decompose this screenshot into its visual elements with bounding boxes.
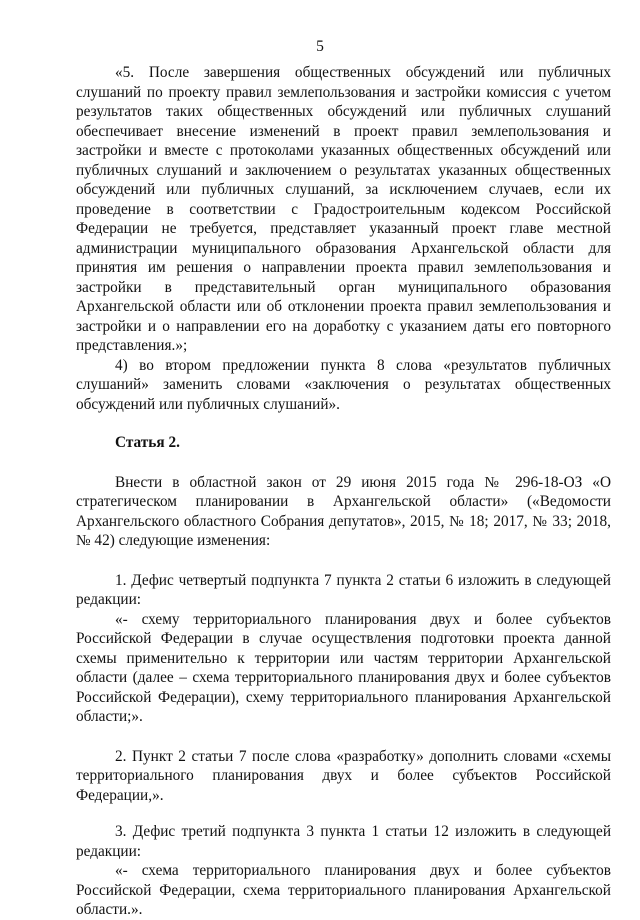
paragraph-change-1-text: «- схему территориального планирования двух и более субъектов Российской Федерации в случае осуществления подготовки проекта данной схемы применительно к территории или частям территории Архангельской области (далее – схема территориального планирования двух и более субъектов Российской Федерации), схему территориального планирования Архангельской области;». [76,610,611,725]
paragraph-article-5-text: «5. После завершения общественных обсуждений или публичных слушаний по проекту правил землепользования и застройки комиссия с учетом результатов таких общественных обсуждений или публичных слушаний обеспечивает внесение изменений в проект правил землепользования и застройки и вместе с протоколами указанных общественных обсуждений или публичных слушаний и заключением о результатах указанных общественных обсуждений или публичных слушаний, за исключением случаев, если их проведение в соответствии с Градостроительным кодексом Российской Федерации не требуется, представляет указанный проект главе местной администрации муниципального образования Архангельской области для принятия им решения о направлении проекта правил землепользования и застройки в представительный орган муниципального образования Архангельской области или об отклонении проекта правил землепользования и застройки и о направлении его на доработку с указанием даты его повторного представления.»; [76,64,611,354]
spacer [76,727,611,747]
spacer [76,805,611,822]
paragraph-change-1: 1. Дефис четвертый подпункта 7 пункта 2 статьи 6 изложить в следующей редакции: [76,571,611,608]
paragraph-change-3-text: «- схема территориального планирования двух и более субъектов Российской Федерации, схема территориального планирования Архангельской области.». [76,862,611,918]
paragraph-change-3: 3. Дефис третий подпункта 3 пункта 1 статьи 12 изложить в следующей редакции: [76,823,611,860]
document-body [76,63,611,920]
paragraph-change-2: 2. Пункт 2 статьи 7 после слова «разработку» дополнить словами «схемы территориального планирования двух и более субъектов Российской Федерации,». [76,747,611,804]
paragraph-amendment-intro: Внести в областной закон от 29 июня 2015 года № 296-18-ОЗ «О стратегическом планировании в Архангельской области» («Ведомости Архангельского областного Собрания депутатов», 2015, № 18; 2017, № 33; 2018, № 42) следующие изменения: [76,473,611,549]
spacer [76,414,611,433]
spacer [76,551,611,571]
page-number: 5 [316,38,324,55]
article-heading: Статья 2. [115,434,180,451]
spacer [76,453,611,473]
paragraph-item-4: 4) во втором предложении пункта 8 слова «результатов публичных слушаний» заменить словами «заключения о результатах общественных обсуждений или публичных слушаний». [76,356,611,413]
